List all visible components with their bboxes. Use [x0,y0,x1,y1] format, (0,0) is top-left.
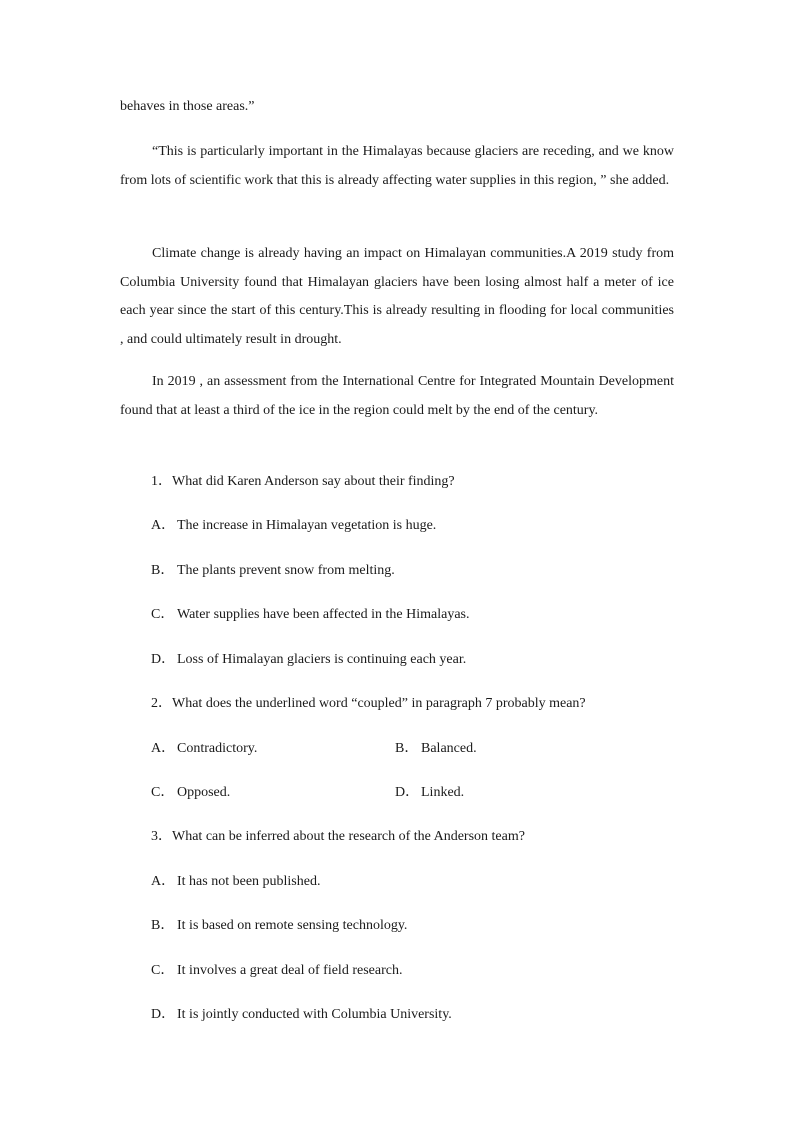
option-label: B． [151,918,175,933]
option-label: D． [151,1007,176,1022]
passage-paragraph-3: Climate change is already having an impact on Himalayan communities.A 2019 study from Columbia University found that Himalayan glaciers have been losing almost half a meter of ice each year since the start of this century.This is already resulting in flooding for local communities , and could ultimately result in drought. [120,246,674,347]
option-text: The increase in Himalayan vegetation is huge. [177,518,437,533]
question-3-option-a [151,872,320,892]
option-label: D． [151,652,176,667]
option-text: Contradictory. [177,741,258,756]
question-3-option-d [151,1005,452,1025]
question-3-option-c [151,961,402,981]
option-label: D． [395,785,420,800]
question-1-option-b [151,561,395,581]
option-label: B． [395,741,419,756]
option-text: Balanced. [421,741,477,756]
question-1-option-c [151,605,470,625]
option-text: Linked. [421,785,465,800]
option-text: It is based on remote sensing technology. [177,918,408,933]
option-label: B． [151,563,175,578]
option-text: It has not been published. [177,874,321,889]
question-3-stem: 3．What can be inferred about the research of the Anderson team? [151,829,525,844]
option-text: It involves a great deal of field research. [177,963,403,978]
question-3-option-b [151,916,407,936]
option-text: Loss of Himalayan glaciers is continuing each year. [177,652,467,667]
question-2-option-a [151,739,257,759]
question-2-option-d [395,783,464,803]
option-label: A． [151,518,176,533]
option-label: A． [151,741,176,756]
option-label: C． [151,785,175,800]
passage-paragraph-4: In 2019 , an assessment from the International Centre for Integrated Mountain Development found that at least a third of the ice in the region could melt by the end of the century. [120,374,674,418]
question-2-option-c [151,783,230,803]
question-1-option-d [151,650,466,670]
option-label: C． [151,963,175,978]
option-text: Water supplies have been affected in the Himalayas. [177,607,470,622]
question-1-stem: 1．What did Karen Anderson say about their finding? [151,474,455,489]
option-label: C． [151,607,175,622]
option-label: A． [151,874,176,889]
question-2-option-b [395,739,477,759]
passage-paragraph-2: “This is particularly important in the Himalayas because glaciers are receding, and we know from lots of scientific work that this is already affecting water supplies in this region, ” she added. [120,144,674,188]
option-text: The plants prevent snow from melting. [177,563,395,578]
question-2-stem: 2．What does the underlined word “coupled” in paragraph 7 probably mean? [151,696,586,711]
passage-paragraph-1: behaves in those areas.” [120,99,255,114]
option-text: Opposed. [177,785,231,800]
question-1-option-a [151,516,436,536]
option-text: It is jointly conducted with Columbia University. [177,1007,452,1022]
